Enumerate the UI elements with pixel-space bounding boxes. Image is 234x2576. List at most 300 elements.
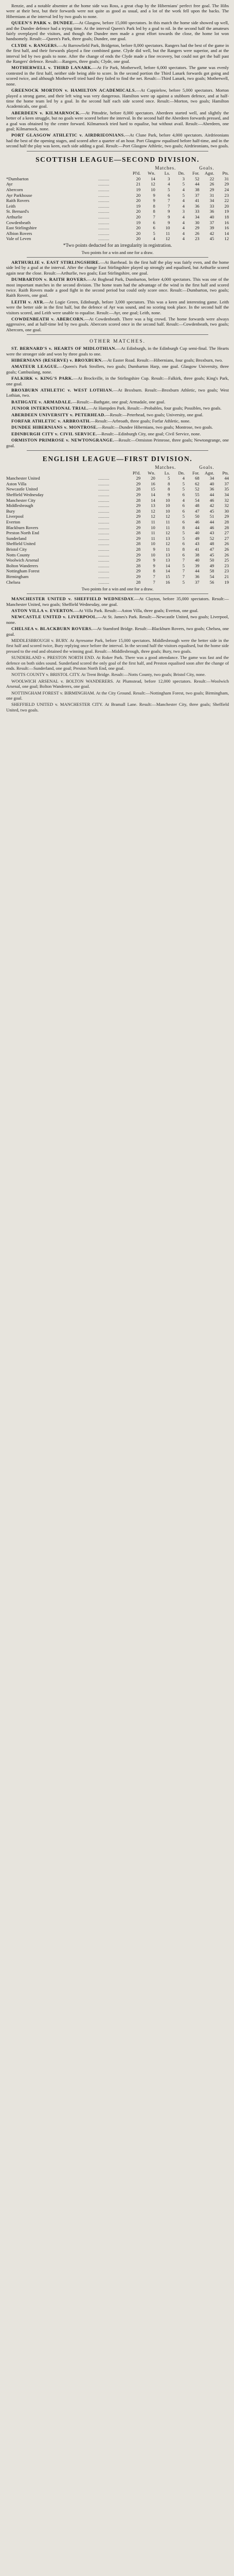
match-report-text: At Cappielow, before 5,000 spectators. Morton played a strong game, and their left wing was very dangerous. Hamilton were up against a stubborn defence, and at half-time the home team led by a goal. In the second half each side scored once. Result:—Morton, two goals; Hamilton Academicals, one goal. xyxy=(6,88,229,109)
team-name: *Dumbarton xyxy=(6,176,29,181)
match-heading: CLYDE v. RANGERS. xyxy=(11,42,58,48)
table-cell: 43 xyxy=(195,541,200,547)
column-header: Pts. xyxy=(222,171,229,176)
leader-dots: .......... xyxy=(98,476,110,481)
table-cell: 37 xyxy=(195,579,200,585)
table-cell: 12 xyxy=(224,236,229,242)
match-report xyxy=(6,3,229,19)
table-cell: 51 xyxy=(209,514,214,519)
table-cell: 29 xyxy=(136,535,141,541)
leader-dots: .......... xyxy=(98,524,110,530)
team-name: Blackburn Rovers xyxy=(6,524,39,530)
table-cell: 6 xyxy=(153,219,155,225)
table-cell: 29 xyxy=(136,573,141,579)
column-header: Ls. xyxy=(164,470,170,476)
table-cell: 20 xyxy=(151,476,155,481)
table-cell: 6 xyxy=(182,492,185,498)
table-cell: 12 xyxy=(165,530,170,536)
table-cell: 48 xyxy=(209,541,214,547)
table-cell: 6 xyxy=(182,519,185,524)
table-cell: 5 xyxy=(182,563,185,568)
table-cell: 28 xyxy=(136,508,141,514)
table-cell: 21 xyxy=(224,573,229,579)
table-cell: 19 xyxy=(136,219,141,225)
table-cell: 30 xyxy=(195,219,200,225)
match-heading: DUMBARTON v. RAITH ROVERS. xyxy=(11,277,87,282)
table-cell: 5 xyxy=(168,187,170,192)
table-cell: 38 xyxy=(195,552,200,557)
table-cell: 49 xyxy=(209,563,214,568)
match-report-text: At St. James's Park. Result:—Newcastle United, two goals; Liverpool, none. xyxy=(6,614,229,625)
divider xyxy=(27,450,208,451)
table-cell: 28 xyxy=(136,546,141,552)
leader-dots: .......... xyxy=(98,225,110,231)
table-cell: 62 xyxy=(195,481,200,486)
team-name: Cowdenbeath xyxy=(6,219,31,225)
table-cell: 29 xyxy=(136,492,141,498)
english-reports xyxy=(6,596,229,637)
match-report-text: MIDDLESBROUGH v. BURY. At Ayresome Park, before 15,000 spectators. Middlesbrough were the better side in the first half and scored twice, Bury replying once before the interval. In the second half the visitors equalised, but the home side pressed to the end and obtained the winning goal. Result:—Middlesbrough, three goals; Bury, two goals. xyxy=(6,637,229,654)
table-cell: 28 xyxy=(224,524,229,530)
table-row xyxy=(6,225,229,231)
table-cell: 20 xyxy=(136,225,141,231)
match-report: FALKIRK v. KING'S PARK.—At Brockville, in the Stirlingshire Cup. Result:—Falkirk, three goals; King's Park, one goal. xyxy=(6,376,229,386)
match-report: FORFAR ATHLETIC v. ARBROATH.—Result:—Arbroath, three goals; Forfar Athletic, none. xyxy=(11,418,191,424)
table-row xyxy=(6,236,229,242)
table-cell: 33 xyxy=(209,203,214,209)
team-name: Vale of Leven xyxy=(6,236,31,242)
table-cell: 20 xyxy=(224,203,229,209)
table-row xyxy=(6,574,229,580)
table-cell: 7 xyxy=(182,573,185,579)
table-row xyxy=(6,557,229,563)
team-name: Ayr xyxy=(6,181,13,187)
match-report: CHELSEA v. BLACKBURN ROVERS.—At Stamford Bridge. Result:—Blackburn Rovers, two goals; Chelsea, one goal. xyxy=(6,626,229,637)
leader-dots: .......... xyxy=(98,563,110,568)
leader-dots: .......... xyxy=(98,181,110,187)
match-report: MOTHERWELL v. THIRD LANARK.—At Fir Park, Motherwell, before 6,000 spectators. The game was evenly contested in the first half, neither side being able to score. In the second portion the Third Lanark forwards got going and scored twice, and although Motherwell tried hard they failed to find the net. Result:—Third Lanark, two goals; Motherwell, none. xyxy=(6,65,229,87)
table-cell: 4 xyxy=(153,236,155,242)
match-report-text: Result:—Bathgate, one goal; Armadale, one goal. xyxy=(77,399,166,404)
table-cell: 27 xyxy=(224,535,229,541)
team-name: Preston North End xyxy=(6,530,39,536)
table-cell: 5 xyxy=(182,579,185,585)
table-cell: 14 xyxy=(165,568,170,574)
leader-dots: .......... xyxy=(98,535,110,541)
table-cell: 6 xyxy=(168,192,170,198)
more-reports xyxy=(6,638,229,713)
matches-group-label: Matches. xyxy=(155,165,176,171)
table-cell: 47 xyxy=(209,546,214,552)
table-cell: 28 xyxy=(224,519,229,524)
team-name: Arthurlie xyxy=(6,214,23,219)
table-cell: 14 xyxy=(165,563,170,568)
match-heading: LEITH v. AYR. xyxy=(11,299,45,304)
table-cell: 5 xyxy=(182,192,185,198)
match-heading: DUNDEE HIBERNIANS v. MONTROSE. xyxy=(11,425,98,430)
table-cell: 13 xyxy=(151,503,155,509)
match-report-text: Renzie, and a notable absentee at the home side was Ross, a great chap by the Hibernians' perfect free goal. The Hibs were at their best, but their forwards were not quite as good as usual, and a lot of the work fell upon the backs. The Hibernians at the interval led by two goals to none. xyxy=(6,3,229,19)
matches-group-label: Matches. xyxy=(155,465,176,470)
match-heading: MANCHESTER UNITED v. SHEFFIELD WEDNESDAY. xyxy=(11,596,135,602)
match-heading: ARTHURLIE v. EAST STIRLINGSHIRE. xyxy=(11,259,100,265)
match-report-text: Result:—Edinburgh City, one goal; Civil Service, none. xyxy=(101,431,201,436)
team-name: Nottingham Forest xyxy=(6,568,40,574)
divider xyxy=(27,334,208,335)
column-header: Wn. xyxy=(148,171,155,176)
table-cell: 4 xyxy=(182,198,185,204)
table-cell: 28 xyxy=(136,497,141,503)
table-cell: 48 xyxy=(195,503,200,509)
match-report: BROXBURN ATHLETIC v. WEST LOTHIAN.—At Broxburn. Result:—Broxburn Athletic, two goals; West Lothian, two. xyxy=(6,387,229,398)
match-heading: CHELSEA v. BLACKBURN ROVERS. xyxy=(11,626,93,632)
table-cell: 12 xyxy=(165,514,170,519)
table-cell: 7 xyxy=(168,203,170,209)
match-report: ABERDEEN v. KILMARNOCK.—At Pittodrie, before 8,000 spectators. Aberdeen started well, and slightly the better of a keen struggle, but no goals were scored before the interval. In the second half the Aberdeen forwards pressed, and a goal was obtained by the centre forward. Kilmarnock tried hard to equalise, but without avail. Result:—Aberdeen, one goal; Kilmarnock, none. xyxy=(6,110,229,131)
table-row xyxy=(6,541,229,547)
match-report: PORT GLASGOW ATHLETIC v. AIRDRIEONIANS.—At Clune Park, before 4,000 spectators. Airdrieonians had the best of the opening stages, and scored after a quarter of an hour. Port Glasgow equalised before half-time, and in the second half the play was keen, each side adding a goal. Result:—Port Glasgow Athletic, two goals; Airdrieonians, two goals. xyxy=(6,132,229,149)
team-name: Leith xyxy=(6,203,16,209)
table-cell: 27 xyxy=(224,530,229,536)
team-name: Albion Rovers xyxy=(6,230,32,236)
table-cell: 46 xyxy=(195,519,200,524)
table-cell: 9 xyxy=(153,546,155,552)
match-report: DUMBARTON v. RAITH ROVERS.—At Boghead Park, Dumbarton, before 4,000 spectators. This was one of the most important matches in the second division. The home team had the advantage of the wind in the first half and scored twice. Raith Rovers made a good fight in the second period but could only score once. Result:—Dumbarton, two goals; Raith Rovers, one goal. xyxy=(6,277,229,298)
table-row xyxy=(6,209,229,214)
column-header: Dn. xyxy=(178,171,185,176)
table-cell: 45 xyxy=(209,552,214,557)
team-name: Everton xyxy=(6,519,21,524)
team-name: Aston Villa xyxy=(6,481,27,486)
table-cell: 45 xyxy=(209,508,214,514)
table-cell: 38 xyxy=(195,187,200,192)
table-cell: 4 xyxy=(182,219,185,225)
table-cell: 16 xyxy=(151,481,155,486)
match-report-text: At Stamford Bridge. Result:—Blackburn Rovers, two goals; Chelsea, one goal. xyxy=(6,626,229,637)
table-cell: 7 xyxy=(153,573,155,579)
table-cell: 14 xyxy=(151,176,155,181)
table-cell: 5 xyxy=(153,230,155,236)
top-match-reports xyxy=(6,3,229,149)
table-cell: 19 xyxy=(224,209,229,214)
table-cell: 5 xyxy=(182,486,185,492)
table-row xyxy=(6,525,229,531)
table-cell: 49 xyxy=(195,535,200,541)
table-cell: 44 xyxy=(195,181,200,187)
table-cell: 12 xyxy=(151,508,155,514)
table-cell: 5 xyxy=(182,530,185,536)
english-first-division-table xyxy=(6,465,229,585)
match-heading: EDINBURGH CITY v. CIVIL SERVICE. xyxy=(11,431,97,436)
match-report: GREENOCK MORTON v. HAMILTON ACADEMICALS.—At Cappielow, before 5,000 spectators. Morton played a strong game, and their left wing was very dangerous. Hamilton were up against a stubborn defence, and at half-time the home team led by a goal. In the second half each side scored once. Result:—Morton, two goals; Hamilton Academicals, one goal. xyxy=(6,88,229,109)
match-heading: ABERDEEN UNIVERSITY v. PETERHEAD. xyxy=(11,412,106,417)
leader-dots: .......... xyxy=(98,486,110,492)
match-heading: COWDENBEATH v. ABERCORN. xyxy=(11,316,85,321)
table-cell: 26 xyxy=(209,181,214,187)
match-report-text: At Easter Road. Result:—Hibernians, four goals; Broxburn, two. xyxy=(107,357,223,363)
match-report: COWDENBEATH v. ABERCORN.—At Cowdenbeath. There was a big crowd. The home forwards were always aggressive, and at half-time led by two goals. Abercorn scored once in the second half. Result:—Cowdenbeath, two goals; Abercorn, one goal. xyxy=(6,316,229,332)
other-matches-title: OTHER MATCHES. xyxy=(89,339,146,345)
match-report: AMATEUR LEAGUE.—Queen's Park Strollers, two goals; Dumbarton Harp, one goal. Glasgow University, three goals; Cambuslang, none. xyxy=(6,364,229,375)
table-cell: 11 xyxy=(166,524,170,530)
match-report-text: At Pittodrie, before 8,000 spectators. Aberdeen started well, and slightly the better of a keen struggle, but no goals were scored before the interval. In the second half the Aberdeen forwards pressed, and a goal was obtained by the centre forward. Kilmarnock tried hard to equalise, but without avail. Result:—Aberdeen, one goal; Kilmarnock, none. xyxy=(6,110,229,131)
table-cell: 16 xyxy=(165,579,170,585)
table-cell: 24 xyxy=(224,187,229,192)
table-cell: 13 xyxy=(165,557,170,563)
team-name: Manchester City xyxy=(6,497,36,503)
team-name: Bury xyxy=(6,508,15,514)
table-cell: 12 xyxy=(165,236,170,242)
leader-dots: .......... xyxy=(98,503,110,509)
table-cell: 9 xyxy=(153,198,155,204)
table-row xyxy=(6,193,229,198)
table-cell: 15 xyxy=(165,573,170,579)
column-header: For. xyxy=(192,470,200,476)
match-report-text: Queen's Park Strollers, two goals; Dumbarton Harp, one goal. Glasgow University, three goals; Cambuslang, none. xyxy=(6,364,229,375)
table-cell: 9 xyxy=(168,209,170,214)
table-cell: 10 xyxy=(151,541,155,547)
table-cell: 5 xyxy=(182,535,185,541)
table-cell: 29 xyxy=(136,503,141,509)
table-cell: 14 xyxy=(151,497,155,503)
table-cell: 37 xyxy=(209,219,214,225)
table-cell: 12 xyxy=(165,541,170,547)
table-cell: 32 xyxy=(224,497,229,503)
deduction-note: *Two points deducted for an irregularity in registration. xyxy=(63,243,172,248)
table-cell: 29 xyxy=(136,476,141,481)
table-row xyxy=(6,509,229,514)
table-group-header xyxy=(6,465,229,470)
table-cell: 29 xyxy=(224,514,229,519)
table-cell: 10 xyxy=(165,225,170,231)
second-division-reports xyxy=(6,260,229,332)
match-report: ST. BERNARD'S v. HEARTS OF MIDLOTHIAN.—At Edinburgh, in the Edinburgh Cup semi-final. The Hearts were the stronger side and won by three goals to one. xyxy=(6,346,229,357)
table-cell: 6 xyxy=(153,225,155,231)
table-cell: 41 xyxy=(195,546,200,552)
table-cell: 10 xyxy=(165,508,170,514)
match-report: DUNDEE HIBERNIANS v. MONTROSE.—Result:—Dundee Hibernians, two goals; Montrose, two goals. xyxy=(11,425,213,430)
table-cell: 20 xyxy=(136,198,141,204)
table-row xyxy=(6,492,229,498)
table-cell: 36 xyxy=(195,573,200,579)
table-row xyxy=(6,503,229,509)
match-report: QUEEN'S PARK v. DUNDEE.—At Glasgow, before 15,000 spectators. In this match the home side showed up well, and the Dundee defence had a trying time. At the interval Queen's Park led by a goal to nil. In the second half the amateurs fairly overplayed the visitors, and though the Dundee men made a great effort towards the close, the home lot won handsomely. Result:—Queen's Park, three goals; Dundee, one goal. xyxy=(6,20,229,42)
table-header-row xyxy=(6,470,229,476)
team-name: Liverpool xyxy=(6,514,24,519)
divider xyxy=(27,257,208,258)
table-cell: 28 xyxy=(136,530,141,536)
team-name: Notts County xyxy=(6,552,30,557)
table-cell: 8 xyxy=(168,486,170,492)
table-row xyxy=(6,498,229,503)
match-report-text: At Barrhead. In the first half the play was fairly even, and the home side led by a goal at the interval. After the change East Stirlingshire played up strongly and equalised, but Arthurlie scored again near the close. Result:—Arthurlie, two goals; East Stirlingshire, one goal. xyxy=(6,259,229,276)
table-cell: 10 xyxy=(151,187,155,192)
table-cell: 12 xyxy=(151,514,155,519)
table-cell: 44 xyxy=(195,568,200,574)
table-cell: 23 xyxy=(224,568,229,574)
match-heading: PORT GLASGOW ATHLETIC v. AIRDRIEONIANS. xyxy=(11,132,125,138)
table-row xyxy=(6,204,229,209)
table-cell: 5 xyxy=(182,181,185,187)
team-name: Ayr Parkhouse xyxy=(6,192,32,198)
leader-dots: .......... xyxy=(98,497,110,503)
table-cell: 40 xyxy=(209,214,214,219)
leader-dots: .......... xyxy=(98,514,110,519)
match-report-text: SHEFFIELD UNITED v. MANCHESTER CITY. At Bramall Lane. Result:—Manchester City, three goals; Sheffield United, two goals. xyxy=(6,702,229,713)
table-cell: 10 xyxy=(165,497,170,503)
table-cell: 33 xyxy=(195,209,200,214)
table-row xyxy=(6,214,229,220)
table-cell: 6 xyxy=(182,541,185,547)
table-cell: 28 xyxy=(136,579,141,585)
table-cell: 8 xyxy=(182,546,185,552)
table-row xyxy=(6,476,229,481)
other-matches-reports xyxy=(6,346,229,448)
table-cell: 44 xyxy=(209,492,214,498)
table-cell: 7 xyxy=(153,579,155,585)
table-cell: 29 xyxy=(195,225,200,231)
table-cell: 6 xyxy=(182,552,185,557)
table-cell: 3 xyxy=(182,209,185,214)
match-heading: ASTON VILLA v. EVERTON. xyxy=(11,607,75,613)
table-cell: 11 xyxy=(166,546,170,552)
table-cell: 4 xyxy=(182,225,185,231)
table-cell: 20 xyxy=(136,236,141,242)
table-cell: 46 xyxy=(209,497,214,503)
table-cell: 11 xyxy=(166,230,170,236)
table-cell: 29 xyxy=(136,557,141,563)
match-heading: ORMISTON PRIMROSE v. NEWTONGRANGE. xyxy=(11,437,115,443)
column-header: Pl'd. xyxy=(133,171,141,176)
team-name: Newcastle United xyxy=(6,486,38,492)
table-cell: 10 xyxy=(151,552,155,557)
table-cell: 13 xyxy=(165,535,170,541)
table-cell: 52 xyxy=(209,535,214,541)
match-heading: QUEEN'S PARK v. DUNDEE. xyxy=(11,20,75,26)
table-cell: 11 xyxy=(151,519,155,524)
match-report: LEITH v. AYR.—At Logie Green, Edinburgh, before 3,000 spectators. This was a keen and interesting game. Leith were the better side in the first half, but the defence of Ayr was sound, and no scoring took place. In the second half the visitors scored, and Leith were unable to equalise. Result:—Ayr, one goal; Leith, none. xyxy=(6,299,229,315)
table-cell: 8 xyxy=(153,209,155,214)
table-cell: 18 xyxy=(224,214,229,219)
table-cell: 42 xyxy=(209,230,214,236)
table-cell: 40 xyxy=(195,530,200,536)
table-cell: 9 xyxy=(168,214,170,219)
table-cell: 39 xyxy=(209,225,214,231)
table-cell: 4 xyxy=(182,476,185,481)
column-header: Agst. xyxy=(204,171,214,176)
column-header: For. xyxy=(192,171,200,176)
table-cell: 26 xyxy=(224,552,229,557)
column-header: Agst. xyxy=(204,470,214,476)
table-group-header xyxy=(6,165,229,171)
table-cell: 37 xyxy=(224,481,229,486)
leader-dots: .......... xyxy=(98,573,110,579)
team-name: Sheffield Wednesday xyxy=(6,492,44,498)
team-name: Raith Rovers xyxy=(6,198,30,204)
leader-dots: .......... xyxy=(98,192,110,198)
table-cell: 26 xyxy=(224,546,229,552)
scottish-second-division-title: SCOTTISH LEAGUE—SECOND DIVISION. xyxy=(35,155,200,163)
table-cell: 3 xyxy=(168,176,170,181)
match-report-text: At Broxburn. Result:—Broxburn Athletic, two goals; West Lothian, two. xyxy=(6,387,229,398)
match-report: HIBERNIANS (RESERVE) v. BROXBURN.—At Easter Road. Result:—Hibernians, four goals; Broxburn, two. xyxy=(11,357,223,363)
table-cell: 45 xyxy=(209,236,214,242)
table-cell: 19 xyxy=(136,203,141,209)
match-heading: JUNIOR INTERNATIONAL TRIAL. xyxy=(11,405,89,411)
table-cell: 68 xyxy=(195,476,200,481)
points-note: Two points for a win and one for a draw. xyxy=(81,249,154,255)
table-cell: 50 xyxy=(195,514,200,519)
leader-dots: .......... xyxy=(98,236,110,242)
column-header: Pts. xyxy=(222,470,229,476)
table-cell: 5 xyxy=(182,514,185,519)
leader-dots: .......... xyxy=(98,230,110,236)
match-heading: BATHGATE v. ARMADALE. xyxy=(11,399,73,404)
team-name: Sheffield United xyxy=(6,541,35,547)
table-row xyxy=(6,530,229,536)
english-first-division-title: ENGLISH LEAGUE—FIRST DIVISION. xyxy=(42,455,193,463)
table-cell: 34 xyxy=(209,476,214,481)
goals-group-label: Goals. xyxy=(199,165,214,171)
column-header: Wn. xyxy=(148,470,155,476)
leader-dots: .......... xyxy=(98,209,110,214)
team-name: Bolton Wanderers xyxy=(6,563,38,568)
table-cell: 46 xyxy=(209,524,214,530)
table-row xyxy=(6,552,229,558)
table-cell: 26 xyxy=(224,541,229,547)
table-cell: 5 xyxy=(182,481,185,486)
table-cell: 10 xyxy=(165,503,170,509)
scottish-second-division-table xyxy=(6,165,229,242)
table-cell: 54 xyxy=(195,497,200,503)
table-cell: 30 xyxy=(224,508,229,514)
match-report-text: NOTTS COUNTY v. BRISTOL CITY. At Trent Bridge. Result:—Notts County, two goals; Bristol City, none. xyxy=(11,672,206,677)
table-cell: 8 xyxy=(153,203,155,209)
table-cell: 4 xyxy=(182,236,185,242)
table-row xyxy=(6,536,229,541)
match-report-text: Result:—Arbroath, three goals; Forfar Athletic, none. xyxy=(95,418,191,424)
table-cell: 11 xyxy=(166,519,170,524)
team-name: Abercorn xyxy=(6,187,23,192)
table-row xyxy=(6,187,229,193)
table-row xyxy=(6,220,229,226)
table-cell: 25 xyxy=(224,557,229,563)
table-cell: 9 xyxy=(168,219,170,225)
match-report-text: At Boghead Park, Dumbarton, before 4,000 spectators. This was one of the most important matches in the second division. The home team had the advantage of the wind in the first half and scored twice. Raith Rovers made a good fight in the second period but could only score once. Result:—Dumbarton, two goals; Raith Rovers, one goal. xyxy=(6,277,229,298)
team-name: St. Bernard's xyxy=(6,209,29,214)
table-row xyxy=(6,176,229,182)
table-row xyxy=(6,181,229,187)
table-row xyxy=(6,486,229,492)
table-cell: 8 xyxy=(153,568,155,574)
table-cell: 19 xyxy=(224,579,229,585)
table-cell: 36 xyxy=(209,486,214,492)
table-cell: 56 xyxy=(209,579,214,585)
table-cell: 4 xyxy=(182,203,185,209)
table-cell: 23 xyxy=(224,192,229,198)
table-row xyxy=(6,231,229,236)
match-heading: NEWCASTLE UNITED v. LIVERPOOL. xyxy=(11,614,98,620)
team-name: Birmingham xyxy=(6,573,29,579)
table-cell: 4 xyxy=(182,187,185,192)
table-cell: 35 xyxy=(224,486,229,492)
table-cell: 14 xyxy=(151,492,155,498)
table-row xyxy=(6,563,229,569)
table-cell: 31 xyxy=(224,176,229,181)
table-cell: 34 xyxy=(224,492,229,498)
table-cell: 6 xyxy=(182,503,185,509)
match-report-text: At Logie Green, Edinburgh, before 3,000 spectators. This was a keen and interesting game. Leith were the better side in the first half, but the defence of Ayr was sound, and no scoring took place. In the second half the visitors scored, and Leith were unable to equalise. Result:—Ayr, one goal; Leith, none. xyxy=(6,299,229,315)
